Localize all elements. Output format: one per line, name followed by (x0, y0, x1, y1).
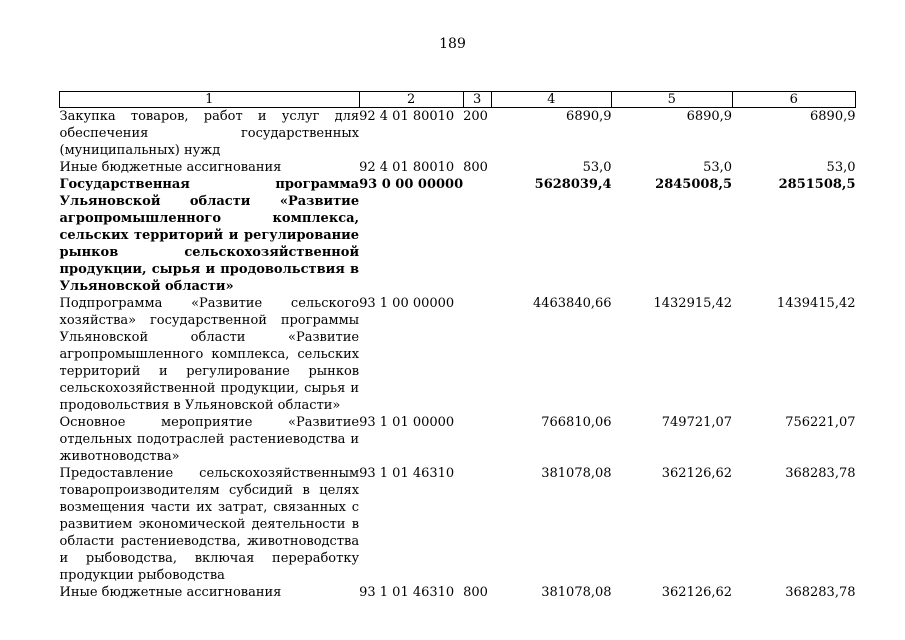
target-article-code-cell: 93 1 01 46310 (359, 585, 455, 600)
target-article-code-cell: 93 1 00 00000 (359, 296, 455, 311)
amount-cell-col6: 2851508,5 (778, 177, 856, 192)
target-article-code-cell: 93 1 01 00000 (359, 415, 455, 430)
column-header-5: 5 (612, 92, 733, 108)
amount-cell-col6: 6890,9 (810, 109, 856, 124)
table-row (60, 159, 856, 176)
expense-type-cell: 200 (463, 109, 488, 124)
column-header-6: 6 (732, 92, 855, 108)
table-row (60, 414, 856, 465)
amount-cell-col6: 368283,78 (785, 466, 856, 481)
amount-cell-col6: 368283,78 (785, 585, 856, 600)
row-name-cell: Иные бюджетные ассигнования (59, 160, 282, 175)
table-row (60, 465, 856, 584)
budget-table (59, 91, 856, 601)
target-article-code-cell: 93 0 00 00000 (359, 177, 464, 192)
expense-type-cell (463, 465, 491, 584)
column-header-3: 3 (463, 92, 491, 108)
amount-cell-col5: 362126,62 (661, 585, 733, 600)
amount-cell-col5: 53,0 (703, 160, 733, 175)
target-article-code-cell: 93 1 01 46310 (359, 466, 455, 481)
table-row (60, 176, 856, 295)
table-row (60, 584, 856, 601)
amount-cell-col5: 2845008,5 (655, 177, 733, 192)
amount-cell-col6: 53,0 (826, 160, 856, 175)
row-name-cell: Предоставление сельскохозяйственным товаропроизводителям субсидий в целях возмещения части их затрат, связанных с развитием экономической деятельности в области растениеводства, животноводства и рыбоводства, включая переработку продукции рыбоводства (59, 466, 360, 583)
column-header-2: 2 (359, 92, 463, 108)
row-name-cell: Иные бюджетные ассигнования (59, 585, 282, 600)
row-name-cell: Подпрограмма «Развитие сельского хозяйства» государственной программы Ульяновской области «Развитие агропромышленного комплекса, сельских территорий и регулирование рынков сельскохозяйственной продукции, сырья и продовольствия в Ульяновской области» (59, 296, 360, 413)
amount-cell-col5: 749721,07 (661, 415, 733, 430)
amount-cell-col4: 381078,08 (541, 585, 612, 600)
column-header-4: 4 (491, 92, 612, 108)
amount-cell-col4: 53,0 (582, 160, 612, 175)
row-name-cell: Закупка товаров, работ и услуг для обеспечения государственных (муниципальных) нужд (59, 109, 360, 158)
amount-cell-col4: 4463840,66 (532, 296, 612, 311)
row-name-cell: Государственная программа Ульяновской области «Развитие агропромышленного комплекса, сельских территорий и регулирование рынков сельскохозяйственной продукции, сырья и продовольствия в Ульяновской области» (59, 177, 360, 294)
amount-cell-col4: 5628039,4 (534, 177, 612, 192)
page-number: 189 (439, 36, 466, 52)
amount-cell-col6: 1439415,42 (776, 296, 856, 311)
row-name-cell: Основное мероприятие «Развитие отдельных подотраслей растениеводства и животноводства» (59, 415, 360, 464)
expense-type-cell: 800 (463, 585, 488, 600)
amount-cell-col5: 362126,62 (661, 466, 733, 481)
amount-cell-col5: 1432915,42 (653, 296, 733, 311)
header-row (60, 92, 856, 108)
amount-cell-col4: 6890,9 (566, 109, 612, 124)
column-header-1: 1 (60, 92, 360, 108)
expense-type-cell (463, 414, 491, 465)
target-article-code-cell: 92 4 01 80010 (359, 160, 455, 175)
expense-type-cell (463, 295, 491, 414)
expense-type-cell (463, 176, 491, 295)
expense-type-cell: 800 (463, 160, 488, 175)
table-row (60, 108, 856, 160)
amount-cell-col5: 6890,9 (686, 109, 733, 124)
table-row (60, 295, 856, 414)
amount-cell-col6: 756221,07 (785, 415, 856, 430)
target-article-code-cell: 92 4 01 80010 (359, 109, 455, 124)
amount-cell-col4: 766810,06 (541, 415, 612, 430)
amount-cell-col4: 381078,08 (541, 466, 612, 481)
